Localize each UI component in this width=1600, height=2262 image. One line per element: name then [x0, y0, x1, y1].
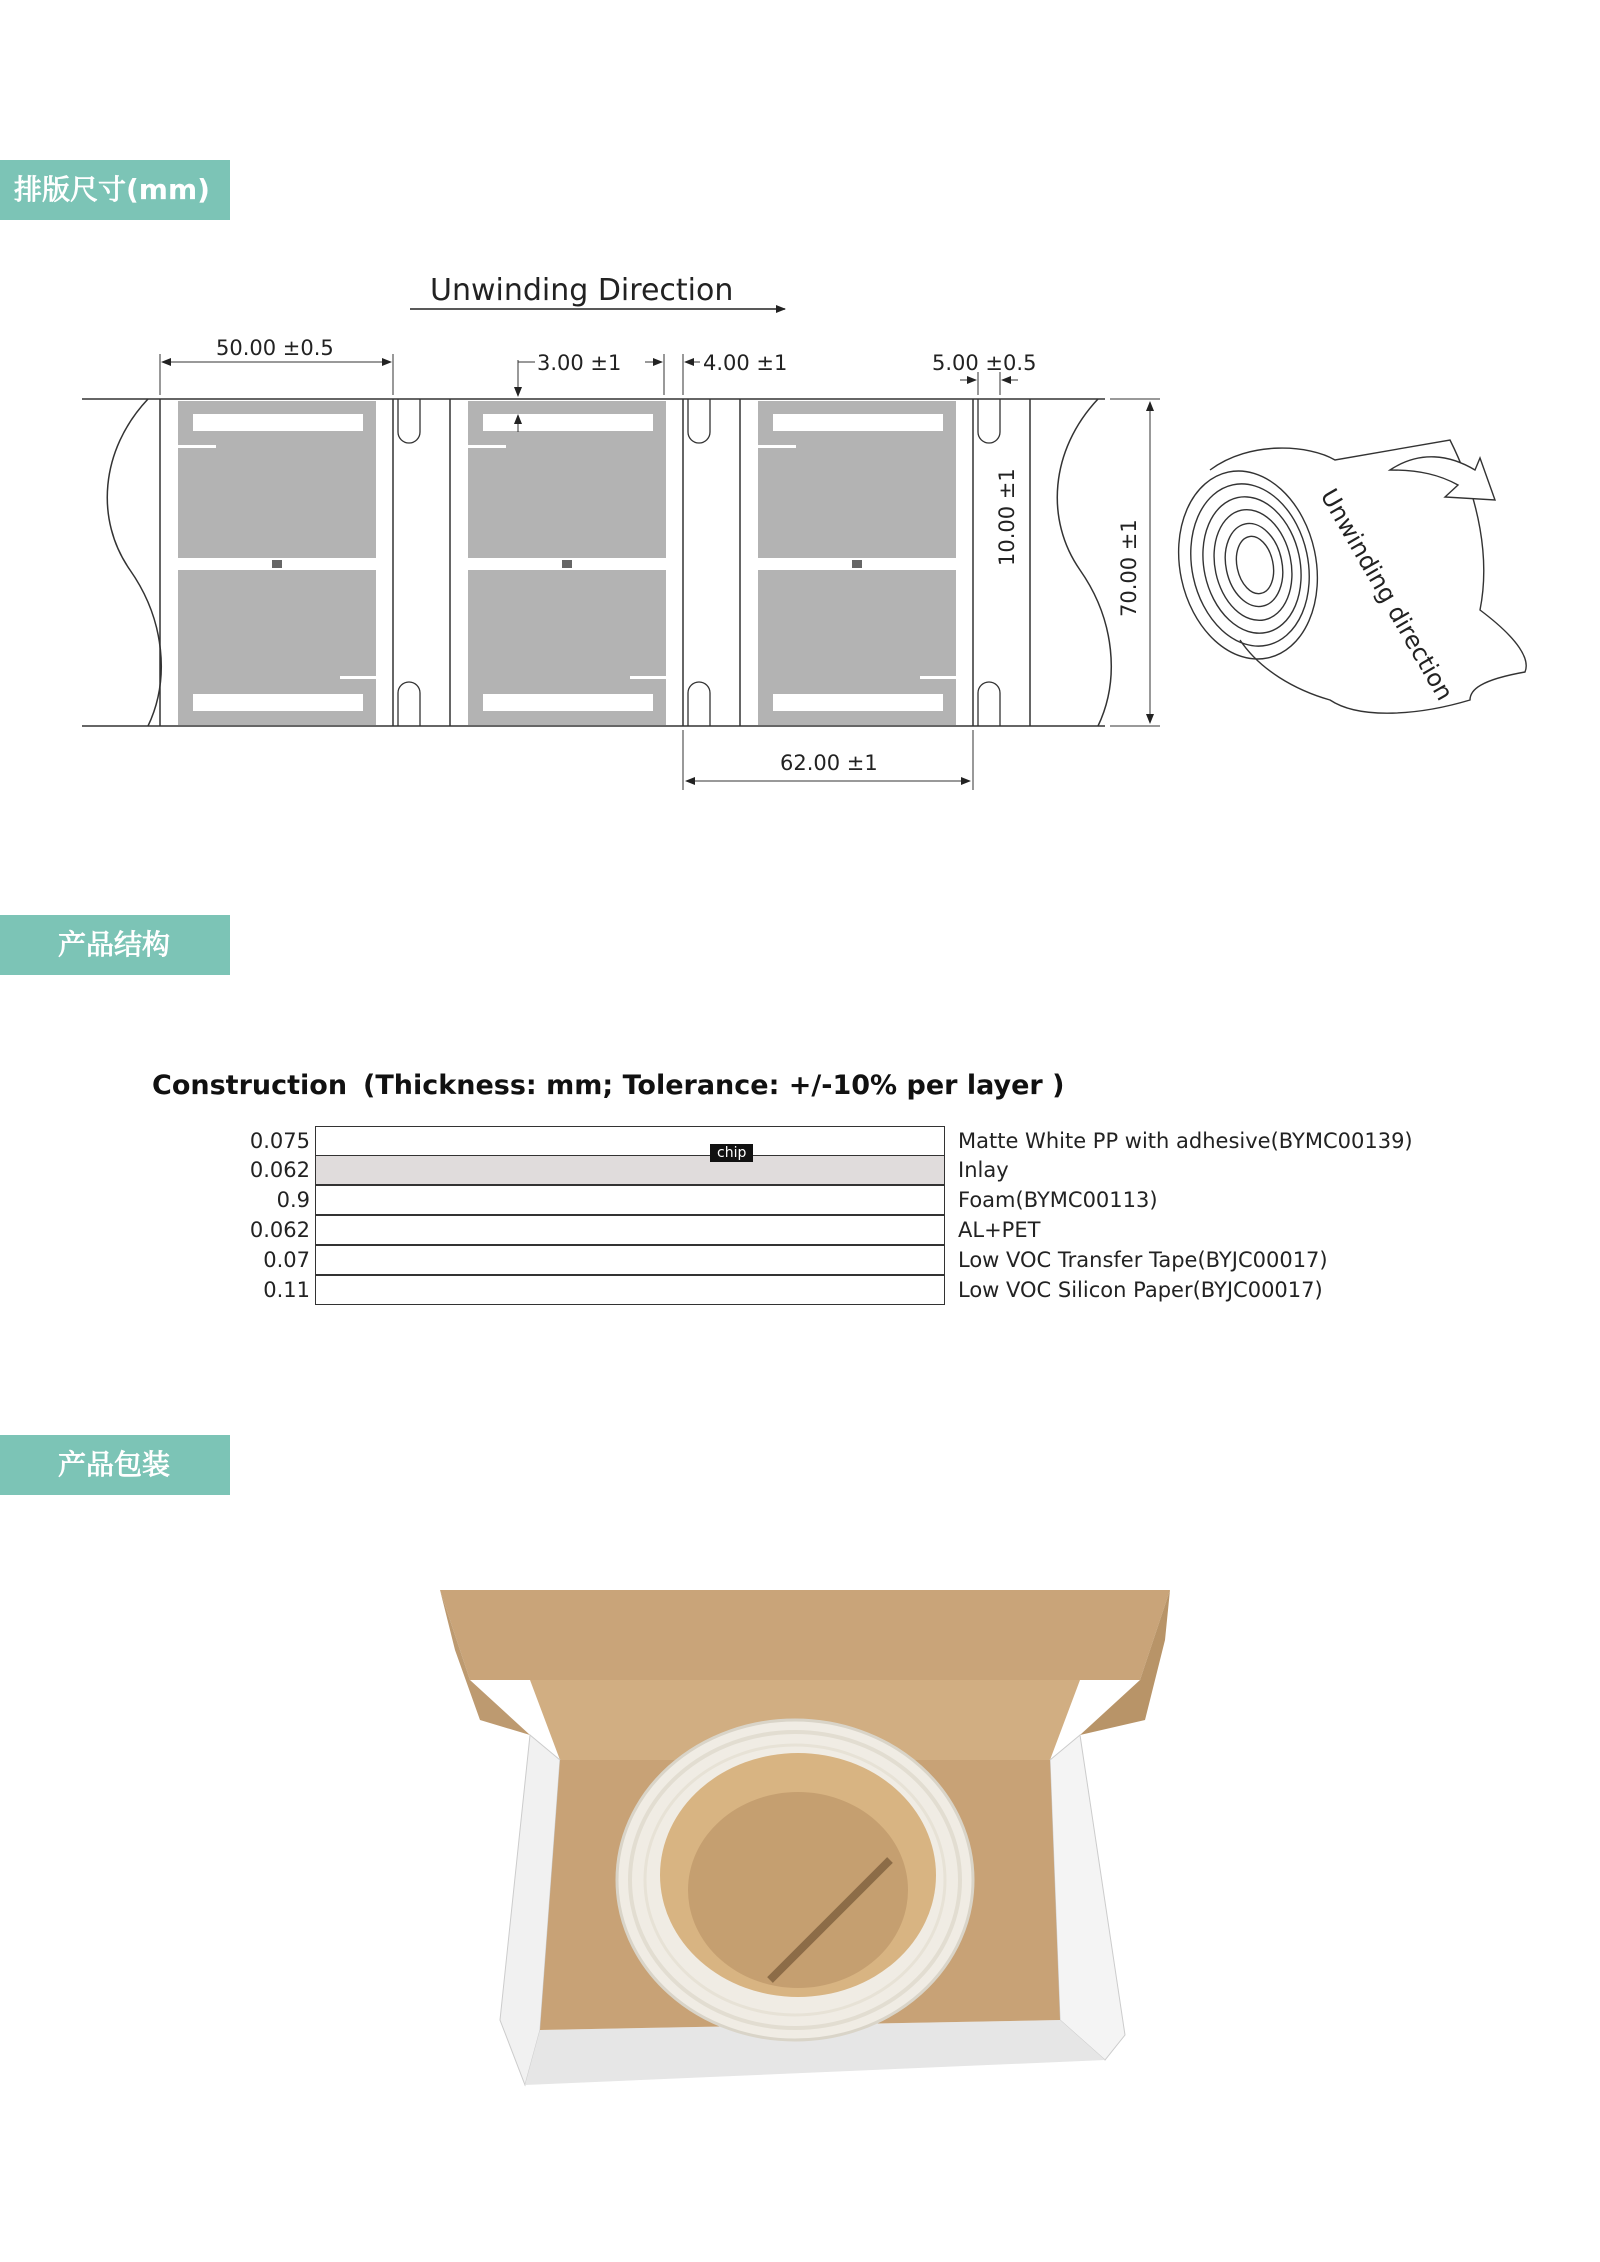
layer-name: Inlay: [958, 1158, 1009, 1182]
section-tab-structure: [0, 915, 230, 975]
section-tab-packaging: [0, 1435, 230, 1495]
section-tab-layout-label: 排版尺寸(mm): [14, 173, 210, 206]
label-1: [160, 399, 393, 726]
layer-box: [315, 1185, 945, 1215]
layer-row: [0, 1215, 1600, 1245]
label-2: [450, 399, 683, 726]
box-side-right: [1050, 1735, 1125, 2060]
chip-mark: [852, 560, 862, 568]
layer-name: Matte White PP with adhesive(BYMC00139): [958, 1129, 1413, 1153]
layer-box: [315, 1275, 945, 1305]
layer-thickness: 0.062: [249, 1158, 310, 1182]
layer-name: Low VOC Transfer Tape(BYJC00017): [958, 1248, 1328, 1272]
dim-width-50: 50.00 ±0.5: [216, 336, 334, 360]
layer-row: [0, 1126, 1600, 1156]
label-roll-hole: [688, 1792, 908, 1988]
layer-box: [315, 1126, 945, 1156]
roll-illustration: [1162, 440, 1526, 713]
label-3: [740, 399, 973, 726]
chip-mark: [272, 560, 282, 568]
construction-subtitle: (Thickness: mm; Tolerance: +/-10% per layer ): [363, 1070, 1065, 1101]
section-tab-structure-label: 产品结构: [58, 928, 171, 961]
dim-pitch-62: 62.00 ±1: [780, 751, 878, 775]
construction-title: [152, 1070, 1064, 1101]
dim-gap-5: 5.00 ±0.5: [932, 351, 1037, 375]
dim-gap-3: 3.00 ±1: [537, 351, 622, 375]
layer-thickness: 0.9: [276, 1188, 310, 1212]
packaging-photo: [440, 1590, 1170, 2100]
break-line-left: [107, 399, 161, 726]
layer-name: Foam(BYMC00113): [958, 1188, 1158, 1212]
layer-row: [0, 1155, 1600, 1185]
section-tab-layout: [0, 160, 230, 220]
box-flap-back: [440, 1590, 1170, 1680]
dim-gap-4: 4.00 ±1: [703, 351, 788, 375]
layer-thickness: 0.062: [249, 1218, 310, 1242]
unwinding-direction-text: Unwinding Direction: [430, 273, 734, 308]
layer-box: [315, 1245, 945, 1275]
layer-box: [315, 1155, 945, 1185]
layer-row: [0, 1275, 1600, 1305]
layer-thickness: 0.075: [249, 1129, 310, 1153]
layer-name: AL+PET: [958, 1218, 1041, 1242]
construction-heading: Construction: [152, 1070, 348, 1101]
chip-tag: chip: [710, 1144, 753, 1162]
dim-height-10: 10.00 ±1: [995, 468, 1019, 566]
layer-row: [0, 1245, 1600, 1275]
layer-row: [0, 1185, 1600, 1215]
roll-label: Unwinding direction: [1314, 484, 1459, 706]
construction-section: [0, 1060, 1600, 1320]
section-tab-packaging-label: 产品包装: [58, 1448, 171, 1481]
layer-thickness: 0.11: [263, 1278, 310, 1302]
dim-height-70: 70.00 ±1: [1117, 519, 1141, 617]
layer-box: [315, 1215, 945, 1245]
layout-diagram: [0, 240, 1600, 800]
chip-mark: [562, 560, 572, 568]
layer-thickness: 0.07: [263, 1248, 310, 1272]
layer-name: Low VOC Silicon Paper(BYJC00017): [958, 1278, 1323, 1302]
break-line-right: [1057, 399, 1111, 726]
